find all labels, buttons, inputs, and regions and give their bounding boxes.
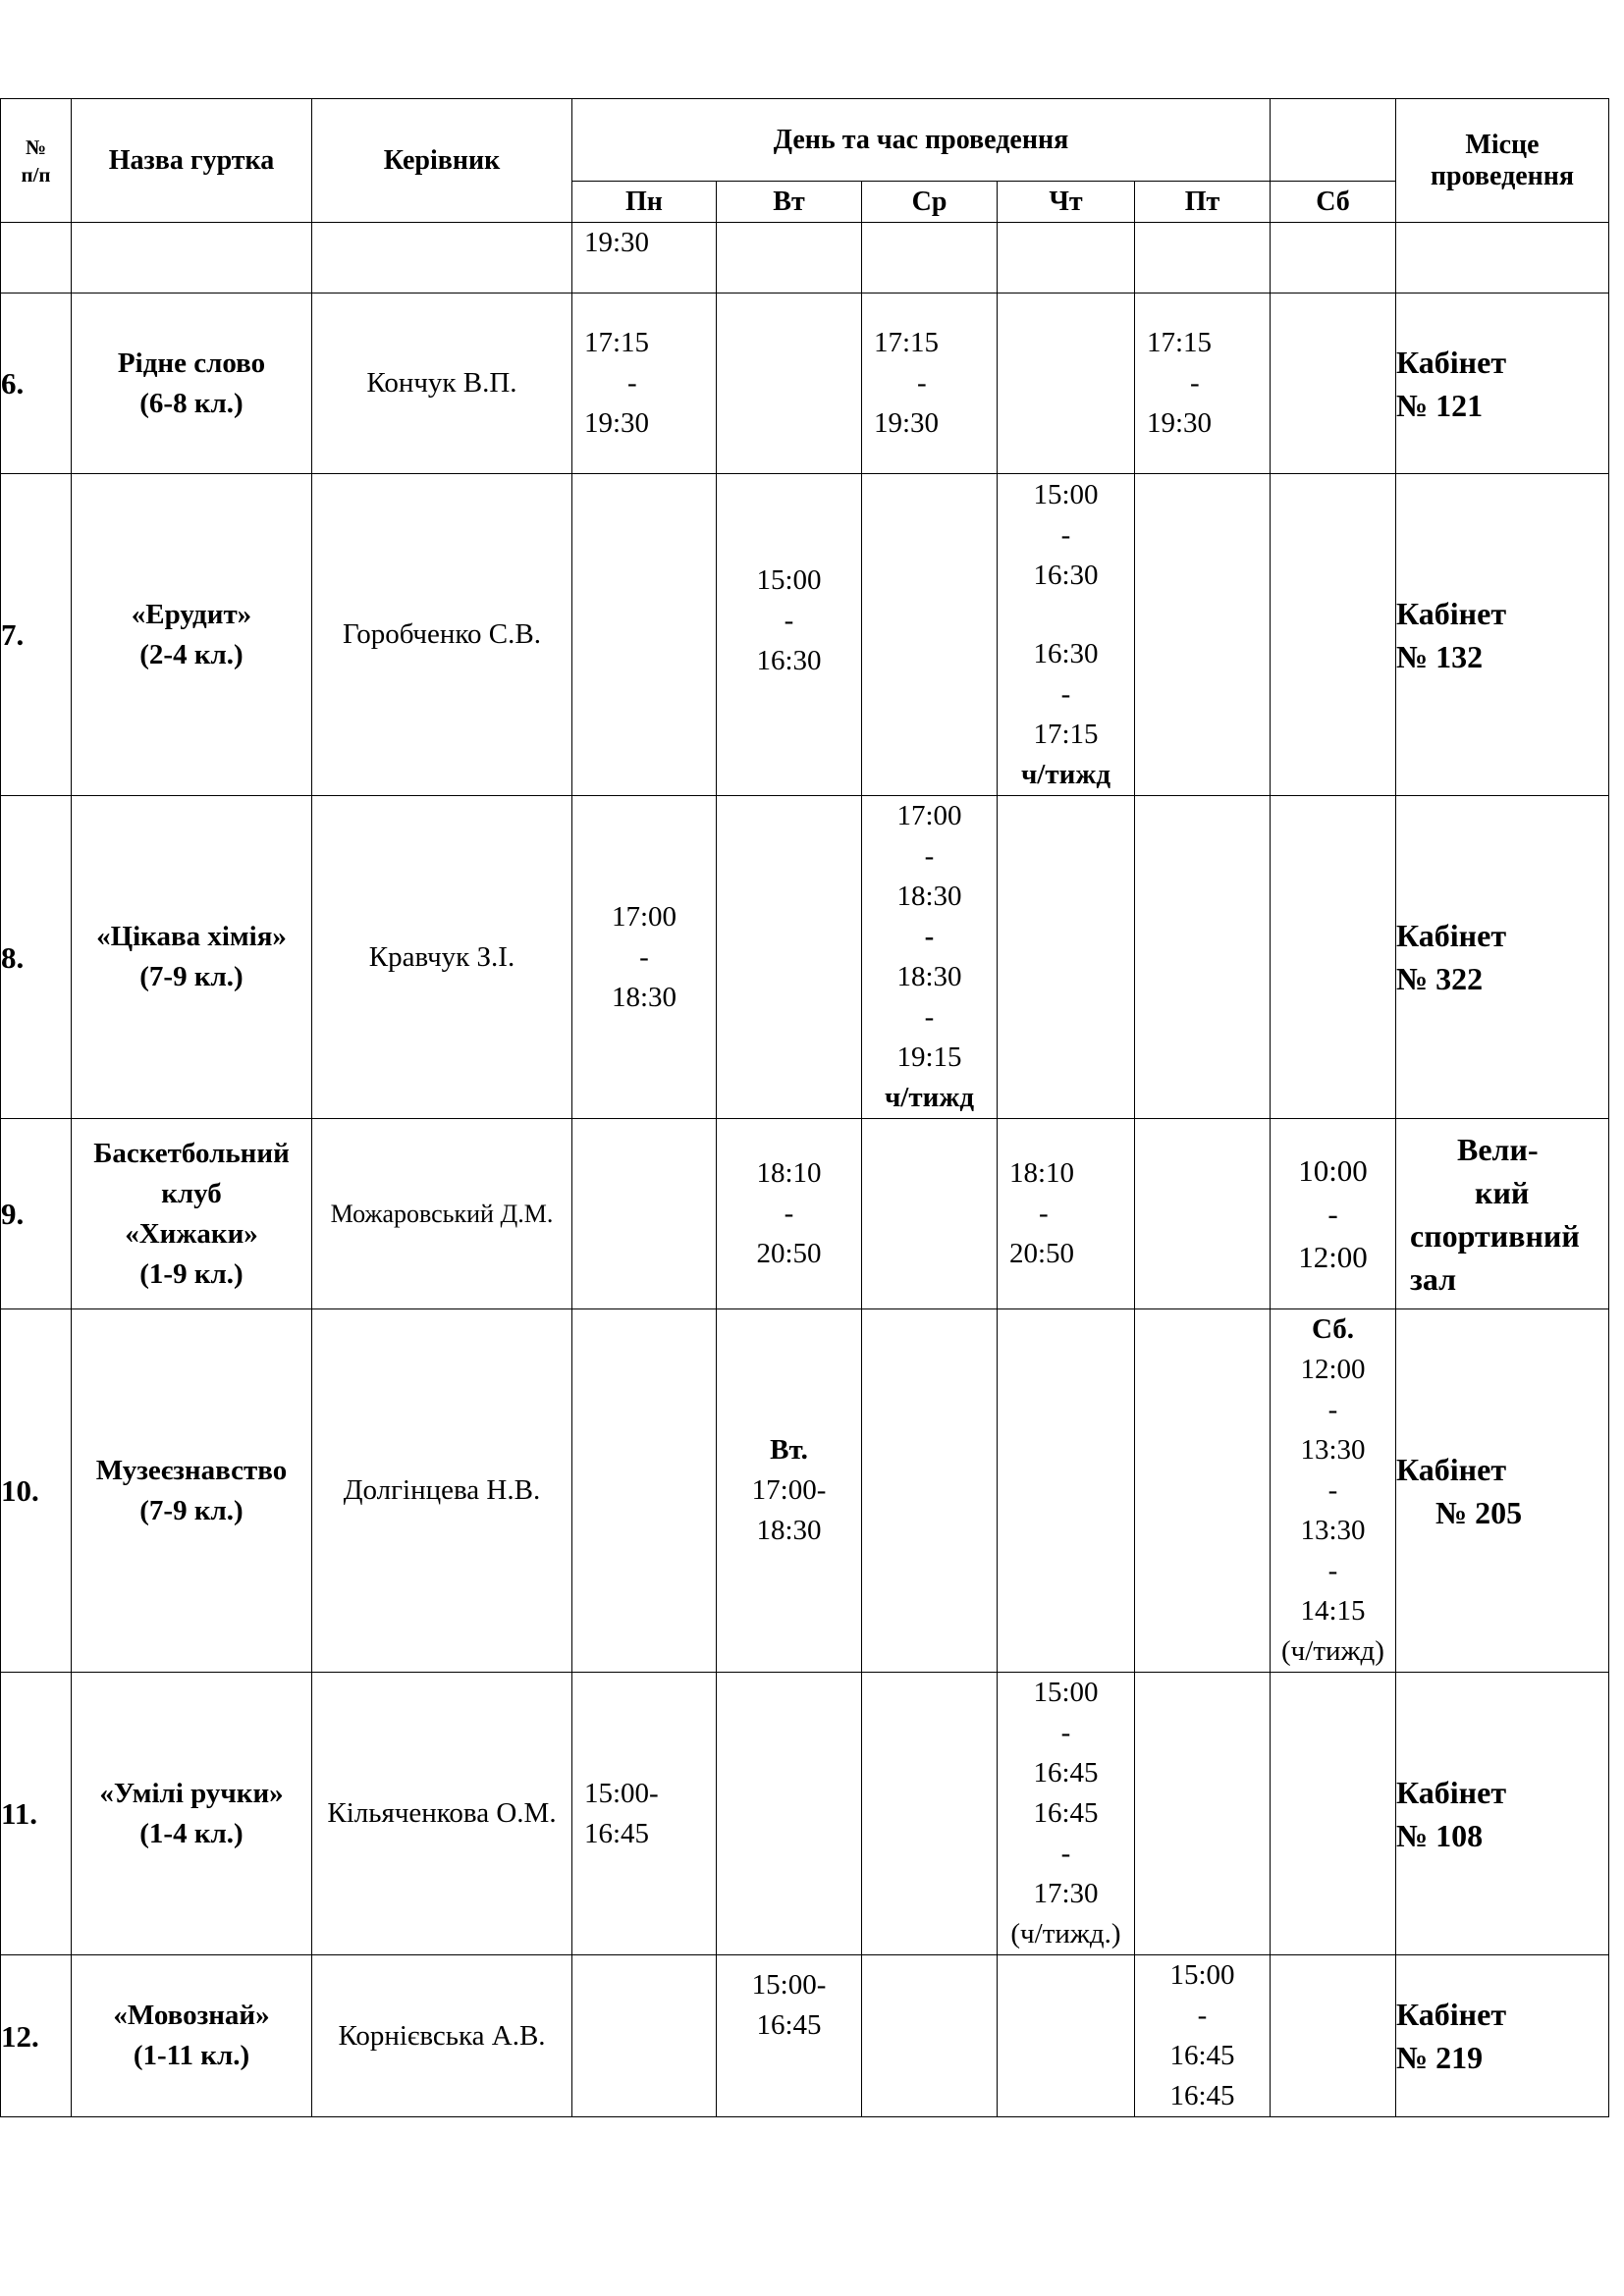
cell-num: 11. bbox=[1, 1673, 72, 1955]
cell-thu bbox=[998, 1955, 1135, 2117]
cell-leader: Кільяченкова О.М. bbox=[312, 1673, 572, 1955]
cell-fri bbox=[1135, 796, 1271, 1119]
cell-thu bbox=[998, 223, 1135, 294]
cell-mon bbox=[572, 1119, 717, 1309]
cell-place: Кабінет № 121 bbox=[1396, 294, 1609, 474]
cell-thu bbox=[998, 294, 1135, 474]
cell-leader: Кравчук З.І. bbox=[312, 796, 572, 1119]
cell-tue bbox=[717, 796, 862, 1119]
cell-tue: 18:10 - 20:50 bbox=[717, 1119, 862, 1309]
cell-num: 10. bbox=[1, 1309, 72, 1673]
cell-mon: 15:00- 16:45 bbox=[572, 1673, 717, 1955]
cell-fri bbox=[1135, 1309, 1271, 1673]
header-day-fri: Пт bbox=[1135, 182, 1271, 223]
cell-sat bbox=[1271, 796, 1396, 1119]
header-day-thu: Чт bbox=[998, 182, 1135, 223]
cell-wed bbox=[862, 1309, 998, 1673]
cell-sat bbox=[1271, 294, 1396, 474]
header-place: Місце проведення bbox=[1396, 99, 1609, 223]
cell-name bbox=[72, 223, 312, 294]
cell-num: 9. bbox=[1, 1119, 72, 1309]
cell-place: Кабінет № 322 bbox=[1396, 796, 1609, 1119]
cell-sat bbox=[1271, 1955, 1396, 2117]
cell-leader bbox=[312, 223, 572, 294]
cell-leader: Можаровський Д.М. bbox=[312, 1119, 572, 1309]
cell-wed bbox=[862, 1119, 998, 1309]
cell-num bbox=[1, 223, 72, 294]
header-name: Назва гуртка bbox=[72, 99, 312, 223]
cell-fri bbox=[1135, 1673, 1271, 1955]
cell-tue bbox=[717, 223, 862, 294]
table-row bbox=[1, 1955, 1609, 2117]
header-row bbox=[1, 99, 1609, 182]
cell-leader: Горобченко С.В. bbox=[312, 474, 572, 796]
cell-tue: Вт. 17:00- 18:30 bbox=[717, 1309, 862, 1673]
cell-mon: 17:00 - 18:30 bbox=[572, 796, 717, 1119]
cell-thu: 15:00 - 16:30 16:30 - 17:15 ч/тижд bbox=[998, 474, 1135, 796]
cell-num: 8. bbox=[1, 796, 72, 1119]
cell-wed bbox=[862, 223, 998, 294]
cell-thu bbox=[998, 1309, 1135, 1673]
cell-mon bbox=[572, 1309, 717, 1673]
cell-tue: 15:00- 16:45 bbox=[717, 1955, 862, 2117]
cell-name: Рідне слово (6-8 кл.) bbox=[72, 294, 312, 474]
header-day-mon: Пн bbox=[572, 182, 717, 223]
schedule-table bbox=[0, 98, 1609, 2117]
header-day-sat: Сб bbox=[1271, 182, 1396, 223]
cell-name: «Мовознай» (1-11 кл.) bbox=[72, 1955, 312, 2117]
cell-sat bbox=[1271, 474, 1396, 796]
cell-sat: Сб. 12:00 - 13:30 - 13:30 - 14:15 (ч/тижд) bbox=[1271, 1309, 1396, 1673]
cell-place: Вели- кий спортивний зал bbox=[1396, 1119, 1609, 1309]
table-row bbox=[1, 1309, 1609, 1673]
header-day-wed: Ср bbox=[862, 182, 998, 223]
cell-fri bbox=[1135, 223, 1271, 294]
cell-sat bbox=[1271, 223, 1396, 294]
cell-fri bbox=[1135, 474, 1271, 796]
cell-place: Кабінет № 219 bbox=[1396, 1955, 1609, 2117]
cell-sat: 10:00 - 12:00 bbox=[1271, 1119, 1396, 1309]
table-row bbox=[1, 474, 1609, 796]
header-num: № п/п bbox=[1, 99, 72, 223]
table-row bbox=[1, 223, 1609, 294]
cell-wed: 17:15 - 19:30 bbox=[862, 294, 998, 474]
cell-mon: 19:30 bbox=[572, 223, 717, 294]
cell-thu: 15:00 - 16:45 16:45 - 17:30 (ч/тижд.) bbox=[998, 1673, 1135, 1955]
cell-mon bbox=[572, 474, 717, 796]
cell-thu bbox=[998, 796, 1135, 1119]
cell-sat bbox=[1271, 1673, 1396, 1955]
cell-thu: 18:10 - 20:50 bbox=[998, 1119, 1135, 1309]
table-row bbox=[1, 796, 1609, 1119]
cell-leader: Корнієвська А.В. bbox=[312, 1955, 572, 2117]
table-row bbox=[1, 1673, 1609, 1955]
cell-leader: Кончук В.П. bbox=[312, 294, 572, 474]
cell-name: «Цікава хімія» (7-9 кл.) bbox=[72, 796, 312, 1119]
header-day-tue: Вт bbox=[717, 182, 862, 223]
cell-wed: 17:00 - 18:30 - 18:30 - 19:15 ч/тижд bbox=[862, 796, 998, 1119]
cell-fri: 17:15 - 19:30 bbox=[1135, 294, 1271, 474]
cell-tue: 15:00 - 16:30 bbox=[717, 474, 862, 796]
cell-place: Кабінет № 205 bbox=[1396, 1309, 1609, 1673]
table-row bbox=[1, 1119, 1609, 1309]
cell-place: Кабінет № 132 bbox=[1396, 474, 1609, 796]
cell-tue bbox=[717, 1673, 862, 1955]
cell-name: «Умілі ручки» (1-4 кл.) bbox=[72, 1673, 312, 1955]
cell-mon bbox=[572, 1955, 717, 2117]
cell-tue bbox=[717, 294, 862, 474]
cell-leader: Долгінцева Н.В. bbox=[312, 1309, 572, 1673]
cell-fri: 15:00 - 16:45 16:45 bbox=[1135, 1955, 1271, 2117]
cell-wed bbox=[862, 1955, 998, 2117]
cell-wed bbox=[862, 474, 998, 796]
cell-name: Баскетбольний клуб «Хижаки» (1-9 кл.) bbox=[72, 1119, 312, 1309]
cell-mon: 17:15 - 19:30 bbox=[572, 294, 717, 474]
cell-name: «Ерудит» (2-4 кл.) bbox=[72, 474, 312, 796]
cell-wed bbox=[862, 1673, 998, 1955]
cell-place: Кабінет № 108 bbox=[1396, 1673, 1609, 1955]
header-leader: Керівник bbox=[312, 99, 572, 223]
header-days-title: День та час проведення bbox=[572, 99, 1271, 182]
cell-num: 7. bbox=[1, 474, 72, 796]
table-row bbox=[1, 294, 1609, 474]
cell-num: 12. bbox=[1, 1955, 72, 2117]
cell-name: Музеєзнавство (7-9 кл.) bbox=[72, 1309, 312, 1673]
cell-place bbox=[1396, 223, 1609, 294]
cell-num: 6. bbox=[1, 294, 72, 474]
header-empty bbox=[1271, 99, 1396, 182]
cell-fri bbox=[1135, 1119, 1271, 1309]
